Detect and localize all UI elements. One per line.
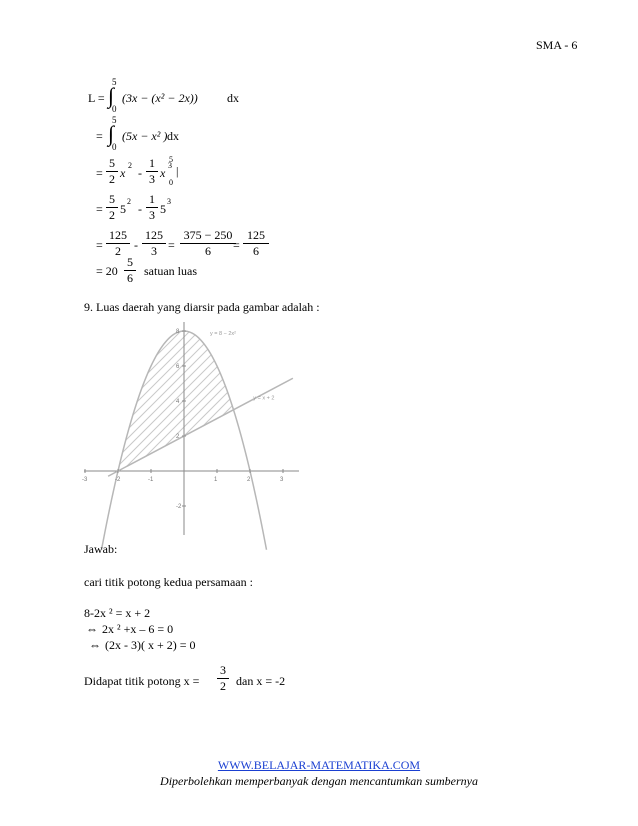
- hatch-line: [215, 320, 435, 540]
- iff-icon: ⇔: [89, 638, 101, 652]
- hatch-line: [0, 320, 174, 540]
- hatch-line: [170, 320, 390, 540]
- hatch-line: [0, 320, 165, 540]
- hatch-line: [305, 320, 525, 540]
- hatch-line: [287, 320, 507, 540]
- hatch-line: [188, 320, 408, 540]
- x-tick-label: 1: [214, 477, 218, 483]
- hatch-line: [17, 320, 237, 540]
- result-prefix: Didapat titik potong x =: [84, 674, 200, 688]
- hatch-line: [0, 320, 120, 540]
- hatch-line: [0, 320, 147, 540]
- hatch-line: [107, 320, 327, 540]
- line-label: y = x + 2: [253, 395, 275, 402]
- l6-fraction: 5 6: [124, 256, 136, 285]
- y-tick-label: 2: [176, 434, 180, 440]
- parabola-label: y = 8 − 2x²: [210, 331, 236, 337]
- x-tick-label: 3: [280, 477, 284, 483]
- l4-term-2: 5: [160, 202, 166, 216]
- footer-note: Diperbolehkan memperbanyak dengan mencantumkan sumbernya: [160, 774, 478, 788]
- area-graph: [84, 320, 304, 540]
- hatch-line: [224, 320, 444, 540]
- integral-sign-icon: ∫: [108, 83, 115, 108]
- l5-equals-2: =: [168, 238, 175, 252]
- hatch-line: [179, 320, 399, 540]
- l5-fraction-2: 125 3: [142, 229, 166, 258]
- hatch-line: [0, 320, 111, 540]
- result-suffix: dan x = -2: [236, 674, 286, 688]
- hatch-line: [62, 320, 282, 540]
- l5-fraction-3: 375 − 250 6: [180, 229, 236, 258]
- l1-lower-limit: 0: [112, 104, 117, 114]
- l3-term-2-exp: 3: [168, 161, 172, 170]
- shaded-region: [0, 320, 543, 540]
- l3-lower-limit: 0: [169, 178, 173, 187]
- hatch-line: [197, 320, 417, 540]
- page-label: SMA - 6: [536, 38, 578, 52]
- l5-fraction-1: 125 2: [106, 229, 130, 258]
- l4-term-1: 5: [120, 202, 126, 216]
- y-tick-label: -2: [176, 504, 182, 510]
- hatch-line: [0, 320, 93, 540]
- l5-equals: =: [96, 238, 103, 252]
- hatch-line: [80, 320, 300, 540]
- hatch-line: [44, 320, 264, 540]
- hatch-line: [242, 320, 462, 540]
- hatch-line: [0, 320, 84, 540]
- hatch-line: [89, 320, 309, 540]
- l1-upper-limit: 5: [112, 77, 117, 87]
- l4-equals: =: [96, 202, 103, 216]
- hatch-line: [35, 320, 255, 540]
- hatch-line: [251, 320, 471, 540]
- y-tick-label: 8: [176, 329, 180, 335]
- hatch-line: [98, 320, 318, 540]
- hatch-line: [269, 320, 489, 540]
- x-tick-label: -1: [148, 477, 154, 483]
- hatch-line: [323, 320, 543, 540]
- l3-term-1: x: [120, 166, 126, 180]
- l2-integrand: (5x − x² ): [122, 129, 168, 143]
- hatch-line: [314, 320, 534, 540]
- l6-unit: satuan luas: [144, 264, 197, 278]
- integral-sign-icon: ∫: [108, 121, 115, 146]
- jawab-heading: Jawab:: [84, 542, 118, 556]
- x-tick-label: -3: [82, 477, 88, 483]
- hatch-line: [26, 320, 246, 540]
- x-tick-label: 2: [247, 477, 251, 483]
- l5-equals-3: =: [233, 238, 240, 252]
- equation-2: 2x ² +x – 6 = 0: [102, 622, 174, 636]
- y-tick-label: 4: [176, 399, 180, 405]
- l2-dx: dx: [167, 129, 179, 143]
- y-tick-label: 6: [176, 364, 180, 370]
- hatch-line: [0, 320, 138, 540]
- x-tick-label: -2: [115, 477, 121, 483]
- hatch-line: [278, 320, 498, 540]
- hatch-line: [116, 320, 336, 540]
- hatch-line: [0, 320, 102, 540]
- l3-fraction-2: 1 3: [146, 157, 158, 186]
- hatch-line: [260, 320, 480, 540]
- l4-term-1-exp: 2: [127, 197, 131, 206]
- l3-term-2: x: [160, 166, 166, 180]
- iff-icon: ⇔: [86, 622, 98, 636]
- l3-equals: =: [96, 166, 103, 180]
- l3-upper-limit: 5: [169, 155, 173, 164]
- l3-fraction-1: 5 2: [106, 157, 118, 186]
- hatch-line: [0, 320, 201, 540]
- result-fraction: 3 2: [217, 664, 229, 693]
- l3-minus: -: [138, 166, 142, 180]
- l4-fraction-2: 1 3: [146, 193, 158, 222]
- l4-term-2-exp: 3: [167, 197, 171, 206]
- l2-equals: =: [96, 129, 103, 143]
- l5-minus: -: [134, 238, 138, 252]
- footer-url-link[interactable]: WWW.BELAJAR-MATEMATIKA.COM: [217, 758, 421, 772]
- l2-lower-limit: 0: [112, 142, 117, 152]
- l1-integrand: (3x − (x² − 2x)): [122, 91, 198, 105]
- answer-intro: cari titik potong kedua persamaan :: [84, 575, 253, 589]
- equation-1: 8-2x ² = x + 2: [84, 606, 151, 620]
- hatch-line: [152, 320, 372, 540]
- l3-term-1-exp: 2: [128, 161, 132, 170]
- equation-3: (2x - 3)( x + 2) = 0: [105, 638, 196, 652]
- question-9: 9. Luas daerah yang diarsir pada gambar adalah :: [84, 300, 320, 314]
- l2-upper-limit: 5: [112, 115, 117, 125]
- l1-lhs: L =: [88, 91, 105, 105]
- l5-fraction-4: 125 6: [243, 229, 269, 258]
- hatch-line: [0, 320, 183, 540]
- l1-dx: dx: [227, 91, 239, 105]
- l4-minus: -: [138, 202, 142, 216]
- hatch-line: [233, 320, 453, 540]
- l3-eval-bar: |: [176, 164, 179, 178]
- l4-fraction-1: 5 2: [106, 193, 118, 222]
- footer-url-wrap: [0, 758, 638, 773]
- hatch-line: [0, 320, 156, 540]
- hatch-line: [134, 320, 354, 540]
- hatch-line: [296, 320, 516, 540]
- l6-prefix: = 20: [96, 264, 118, 278]
